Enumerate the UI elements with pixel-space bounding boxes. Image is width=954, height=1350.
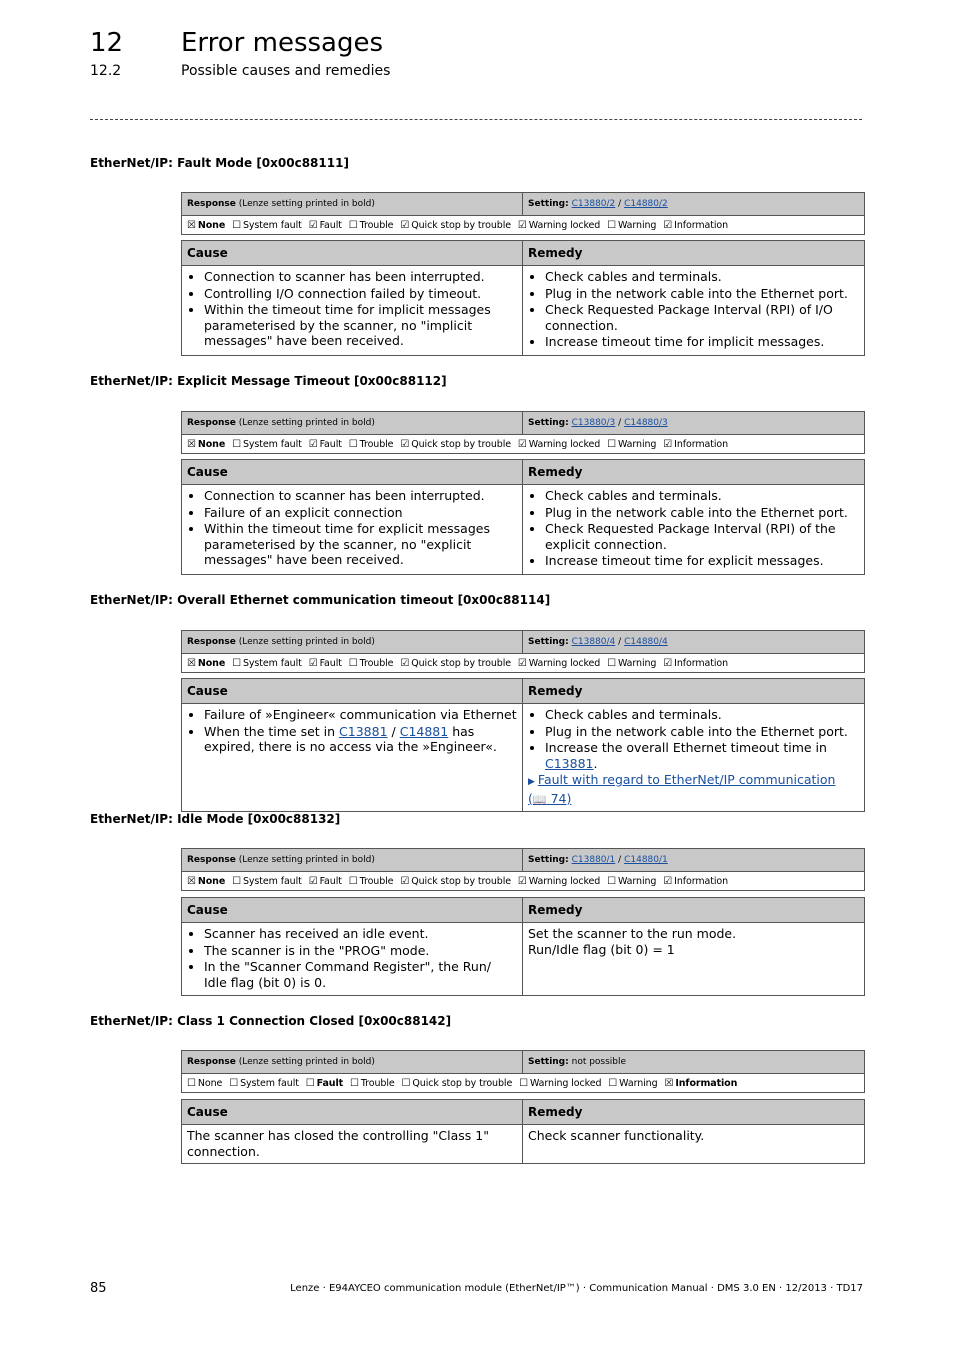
option-fault: ☐ Fault bbox=[305, 1077, 344, 1089]
option-quick-stop: ☑ Quick stop by trouble bbox=[400, 657, 511, 669]
checkbox-icon: ☑ bbox=[663, 875, 673, 887]
option-none: ☒ None bbox=[187, 657, 226, 669]
cause-cell bbox=[182, 704, 523, 812]
checkbox-icon: ☐ bbox=[348, 657, 358, 669]
cause-item: • When the time set in C13881 / C14881 has expired, there is no access via the »Engineer«. bbox=[204, 724, 517, 755]
remedy-item: • Check cables and terminals. bbox=[545, 269, 859, 285]
checkbox-icon: ☑ bbox=[517, 875, 527, 887]
option-warning: ☐ Warning bbox=[607, 438, 657, 450]
option-none: ☐ None bbox=[187, 1077, 223, 1089]
cause-item: • Within the timeout time for explicit messages parameterised by the scanner, no "explicit messages" have been received. bbox=[204, 521, 517, 568]
response-table bbox=[181, 192, 865, 235]
option-trouble: ☐ Trouble bbox=[348, 219, 394, 231]
setting-link[interactable]: C14880/1 bbox=[624, 855, 668, 865]
response-table bbox=[181, 630, 865, 673]
response-label: Response (Lenze setting printed in bold) bbox=[182, 631, 523, 654]
checkbox-icon: ☐ bbox=[348, 875, 358, 887]
response-table bbox=[181, 411, 865, 454]
option-information: ☑ Information bbox=[663, 657, 729, 669]
checkbox-icon: ☐ bbox=[348, 438, 358, 450]
option-system-fault: ☐ System fault bbox=[232, 875, 302, 887]
checkbox-icon: ☒ bbox=[187, 438, 196, 450]
option-system-fault: ☐ System fault bbox=[232, 219, 302, 231]
cause-cell bbox=[182, 266, 523, 356]
cause-cell: The scanner has closed the controlling "Class 1" connection. bbox=[182, 1125, 523, 1164]
response-options bbox=[182, 654, 865, 673]
option-fault: ☑ Fault bbox=[308, 875, 342, 887]
option-information: ☑ Information bbox=[663, 875, 729, 887]
checkbox-icon: ☐ bbox=[401, 1077, 411, 1089]
option-warning-locked: ☐ Warning locked bbox=[519, 1077, 602, 1089]
error-heading: EtherNet/IP: Overall Ethernet communication timeout [0x00c88114] bbox=[90, 593, 551, 607]
remedy-item: • Plug in the network cable into the Ethernet port. bbox=[545, 724, 859, 740]
cause-item: • Connection to scanner has been interrupted. bbox=[204, 269, 517, 285]
header-divider bbox=[90, 119, 862, 120]
option-warning-locked: ☑ Warning locked bbox=[517, 438, 601, 450]
checkbox-icon: ☐ bbox=[232, 438, 241, 450]
setting-link[interactable]: C13880/1 bbox=[571, 855, 616, 865]
section-title: Possible causes and remedies bbox=[181, 63, 391, 79]
checkbox-icon: ☐ bbox=[607, 219, 616, 231]
cause-remedy-table bbox=[181, 1099, 865, 1164]
checkbox-icon: ☑ bbox=[400, 875, 410, 887]
remedy-item: • Increase timeout time for implicit messages. bbox=[545, 334, 859, 350]
chapter-number: 12 bbox=[90, 28, 124, 58]
option-warning: ☐ Warning bbox=[607, 875, 657, 887]
response-table bbox=[181, 1050, 865, 1093]
setting-cell: Setting: C13880/1 / C14880/1 bbox=[523, 849, 865, 872]
cause-item: • Failure of an explicit connection bbox=[204, 505, 517, 521]
checkbox-icon: ☐ bbox=[232, 875, 241, 887]
setting-cell: Setting: C13880/2 / C14880/2 bbox=[523, 193, 865, 216]
option-warning-locked: ☑ Warning locked bbox=[517, 875, 601, 887]
checkbox-icon: ☐ bbox=[232, 657, 241, 669]
checkbox-icon: ☑ bbox=[308, 438, 318, 450]
option-warning: ☐ Warning bbox=[608, 1077, 658, 1089]
setting-cell: Setting: C13880/4 / C14880/4 bbox=[523, 631, 865, 654]
cause-header: Cause bbox=[182, 460, 523, 485]
option-fault: ☑ Fault bbox=[308, 657, 342, 669]
remedy-header: Remedy bbox=[523, 1100, 865, 1125]
parameter-link[interactable]: C14881 bbox=[399, 723, 449, 739]
response-options bbox=[182, 1074, 865, 1093]
setting-link[interactable]: C13880/4 bbox=[571, 637, 616, 647]
remedy-item: • Check Requested Package Interval (RPI) of the explicit connection. bbox=[545, 521, 859, 552]
remedy-cell bbox=[523, 704, 865, 812]
option-information: ☑ Information bbox=[663, 438, 729, 450]
response-label: Response (Lenze setting printed in bold) bbox=[182, 193, 523, 216]
remedy-header: Remedy bbox=[523, 898, 865, 923]
cause-cell bbox=[182, 485, 523, 575]
option-fault: ☑ Fault bbox=[308, 438, 342, 450]
error-heading: EtherNet/IP: Class 1 Connection Closed [0x00c88142] bbox=[90, 1014, 452, 1028]
option-system-fault: ☐ System fault bbox=[229, 1077, 299, 1089]
checkbox-icon: ☑ bbox=[517, 438, 527, 450]
remedy-item: • Check cables and terminals. bbox=[545, 488, 859, 504]
option-warning: ☐ Warning bbox=[607, 657, 657, 669]
page-number: 85 bbox=[90, 1281, 107, 1296]
remedy-header: Remedy bbox=[523, 460, 865, 485]
setting-cell: Setting: not possible bbox=[523, 1051, 865, 1074]
setting-link[interactable]: C14880/4 bbox=[624, 637, 668, 647]
option-quick-stop: ☑ Quick stop by trouble bbox=[400, 438, 511, 450]
cause-item: • Scanner has received an idle event. bbox=[204, 926, 517, 942]
cross-reference-link[interactable]: Fault with regard to EtherNet/IP communication bbox=[537, 772, 836, 787]
option-none: ☒ None bbox=[187, 875, 226, 887]
response-options bbox=[182, 872, 865, 891]
chapter-title: Error messages bbox=[181, 28, 384, 58]
option-warning-locked: ☑ Warning locked bbox=[517, 657, 601, 669]
remedy-item: • Check Requested Package Interval (RPI) of I/O connection. bbox=[545, 302, 859, 333]
remedy-line: Set the scanner to the run mode. bbox=[528, 926, 737, 941]
checkbox-icon: ☑ bbox=[308, 219, 318, 231]
checkbox-icon: ☒ bbox=[187, 219, 196, 231]
option-information: ☒ Information bbox=[664, 1077, 738, 1089]
footer-text: Lenze · E94AYCEO communication module (EtherNet/IP™) · Communication Manual · DMS 3.0 EN · 12/2013 · TD17 bbox=[290, 1283, 863, 1294]
option-quick-stop: ☑ Quick stop by trouble bbox=[400, 875, 511, 887]
option-none: ☒ None bbox=[187, 219, 226, 231]
option-none: ☒ None bbox=[187, 438, 226, 450]
error-heading: EtherNet/IP: Explicit Message Timeout [0x00c88112] bbox=[90, 374, 447, 388]
remedy-item: • Check cables and terminals. bbox=[545, 707, 859, 723]
remedy-item: • Increase the overall Ethernet timeout time in C13881. bbox=[545, 740, 859, 771]
remedy-line: Run/Idle flag (bit 0) = 1 bbox=[528, 941, 675, 957]
section-number: 12.2 bbox=[90, 63, 122, 79]
cause-item: • Within the timeout time for implicit messages parameterised by the scanner, no "implicit messages" have been received. bbox=[204, 302, 517, 349]
checkbox-icon: ☑ bbox=[663, 657, 673, 669]
setting-link[interactable]: C14880/3 bbox=[624, 418, 668, 428]
setting-link[interactable]: C14880/2 bbox=[624, 199, 668, 209]
remedy-header: Remedy bbox=[523, 679, 865, 704]
checkbox-icon: ☐ bbox=[348, 219, 358, 231]
option-trouble: ☐ Trouble bbox=[348, 438, 394, 450]
cause-remedy-table bbox=[181, 678, 865, 812]
parameter-link[interactable]: C13881 bbox=[545, 755, 594, 771]
option-trouble: ☐ Trouble bbox=[349, 1077, 395, 1089]
remedy-cell: Check scanner functionality. bbox=[523, 1125, 865, 1164]
option-quick-stop: ☐ Quick stop by trouble bbox=[401, 1077, 513, 1089]
checkbox-icon: ☑ bbox=[517, 657, 527, 669]
error-heading: EtherNet/IP: Idle Mode [0x00c88132] bbox=[90, 812, 341, 826]
cause-header: Cause bbox=[182, 1100, 523, 1125]
remedy-cell bbox=[523, 485, 865, 575]
cause-header: Cause bbox=[182, 898, 523, 923]
remedy-item: • Plug in the network cable into the Ethernet port. bbox=[545, 505, 859, 521]
option-trouble: ☐ Trouble bbox=[348, 657, 394, 669]
option-trouble: ☐ Trouble bbox=[348, 875, 394, 887]
cause-remedy-table bbox=[181, 897, 865, 996]
response-label: Response (Lenze setting printed in bold) bbox=[182, 849, 523, 872]
checkbox-icon: ☐ bbox=[187, 1077, 196, 1089]
checkbox-icon: ☑ bbox=[400, 438, 410, 450]
checkbox-icon: ☐ bbox=[305, 1077, 315, 1089]
remedy-item: • Increase timeout time for explicit messages. bbox=[545, 553, 859, 569]
book-icon: 📖 bbox=[532, 792, 547, 806]
error-heading: EtherNet/IP: Fault Mode [0x00c88111] bbox=[90, 156, 349, 170]
checkbox-icon: ☑ bbox=[308, 875, 318, 887]
cause-remedy-table bbox=[181, 459, 865, 575]
checkbox-icon: ☐ bbox=[229, 1077, 239, 1089]
remedy-item: • Plug in the network cable into the Ethernet port. bbox=[545, 286, 859, 302]
cause-header: Cause bbox=[182, 679, 523, 704]
checkbox-icon: ☒ bbox=[664, 1077, 674, 1089]
checkbox-icon: ☐ bbox=[349, 1077, 359, 1089]
cause-item: • Connection to scanner has been interrupted. bbox=[204, 488, 517, 504]
cause-item: • Failure of »Engineer« communication via Ethernet bbox=[204, 707, 517, 723]
option-system-fault: ☐ System fault bbox=[232, 657, 302, 669]
checkbox-icon: ☐ bbox=[607, 657, 616, 669]
option-quick-stop: ☑ Quick stop by trouble bbox=[400, 219, 511, 231]
cause-item: • Controlling I/O connection failed by timeout. bbox=[204, 286, 517, 302]
response-label: Response (Lenze setting printed in bold) bbox=[182, 1051, 523, 1074]
setting-cell: Setting: C13880/3 / C14880/3 bbox=[523, 412, 865, 435]
page-reference[interactable]: (📖 74) bbox=[528, 790, 572, 806]
cause-item: • In the "Scanner Command Register", the Run/ Idle flag (bit 0) is 0. bbox=[204, 959, 517, 990]
response-options bbox=[182, 435, 865, 454]
remedy-cell bbox=[523, 923, 865, 996]
cause-cell bbox=[182, 923, 523, 996]
checkbox-icon: ☐ bbox=[232, 219, 241, 231]
option-warning-locked: ☑ Warning locked bbox=[517, 219, 601, 231]
checkbox-icon: ☒ bbox=[187, 875, 196, 887]
checkbox-icon: ☒ bbox=[187, 657, 196, 669]
checkbox-icon: ☑ bbox=[663, 219, 673, 231]
checkbox-icon: ☐ bbox=[519, 1077, 528, 1089]
checkbox-icon: ☑ bbox=[308, 657, 318, 669]
checkbox-icon: ☑ bbox=[400, 219, 410, 231]
checkbox-icon: ☐ bbox=[607, 875, 616, 887]
arrow-right-icon: ▶ bbox=[528, 777, 535, 787]
option-fault: ☑ Fault bbox=[308, 219, 342, 231]
parameter-link[interactable]: C13881 bbox=[339, 723, 388, 739]
remedy-header: Remedy bbox=[523, 241, 865, 266]
checkbox-icon: ☑ bbox=[400, 657, 410, 669]
setting-link[interactable]: C13880/2 bbox=[571, 199, 616, 209]
response-table bbox=[181, 848, 865, 891]
checkbox-icon: ☑ bbox=[517, 219, 527, 231]
setting-link[interactable]: C13880/3 bbox=[571, 418, 616, 428]
checkbox-icon: ☑ bbox=[663, 438, 673, 450]
cause-header: Cause bbox=[182, 241, 523, 266]
option-warning: ☐ Warning bbox=[607, 219, 657, 231]
option-system-fault: ☐ System fault bbox=[232, 438, 302, 450]
cause-remedy-table bbox=[181, 240, 865, 356]
cause-item: • The scanner is in the "PROG" mode. bbox=[204, 943, 517, 959]
cross-reference bbox=[528, 772, 859, 807]
response-label: Response (Lenze setting printed in bold) bbox=[182, 412, 523, 435]
remedy-cell bbox=[523, 266, 865, 356]
checkbox-icon: ☐ bbox=[607, 438, 616, 450]
checkbox-icon: ☐ bbox=[608, 1077, 618, 1089]
response-options bbox=[182, 216, 865, 235]
option-information: ☑ Information bbox=[663, 219, 729, 231]
